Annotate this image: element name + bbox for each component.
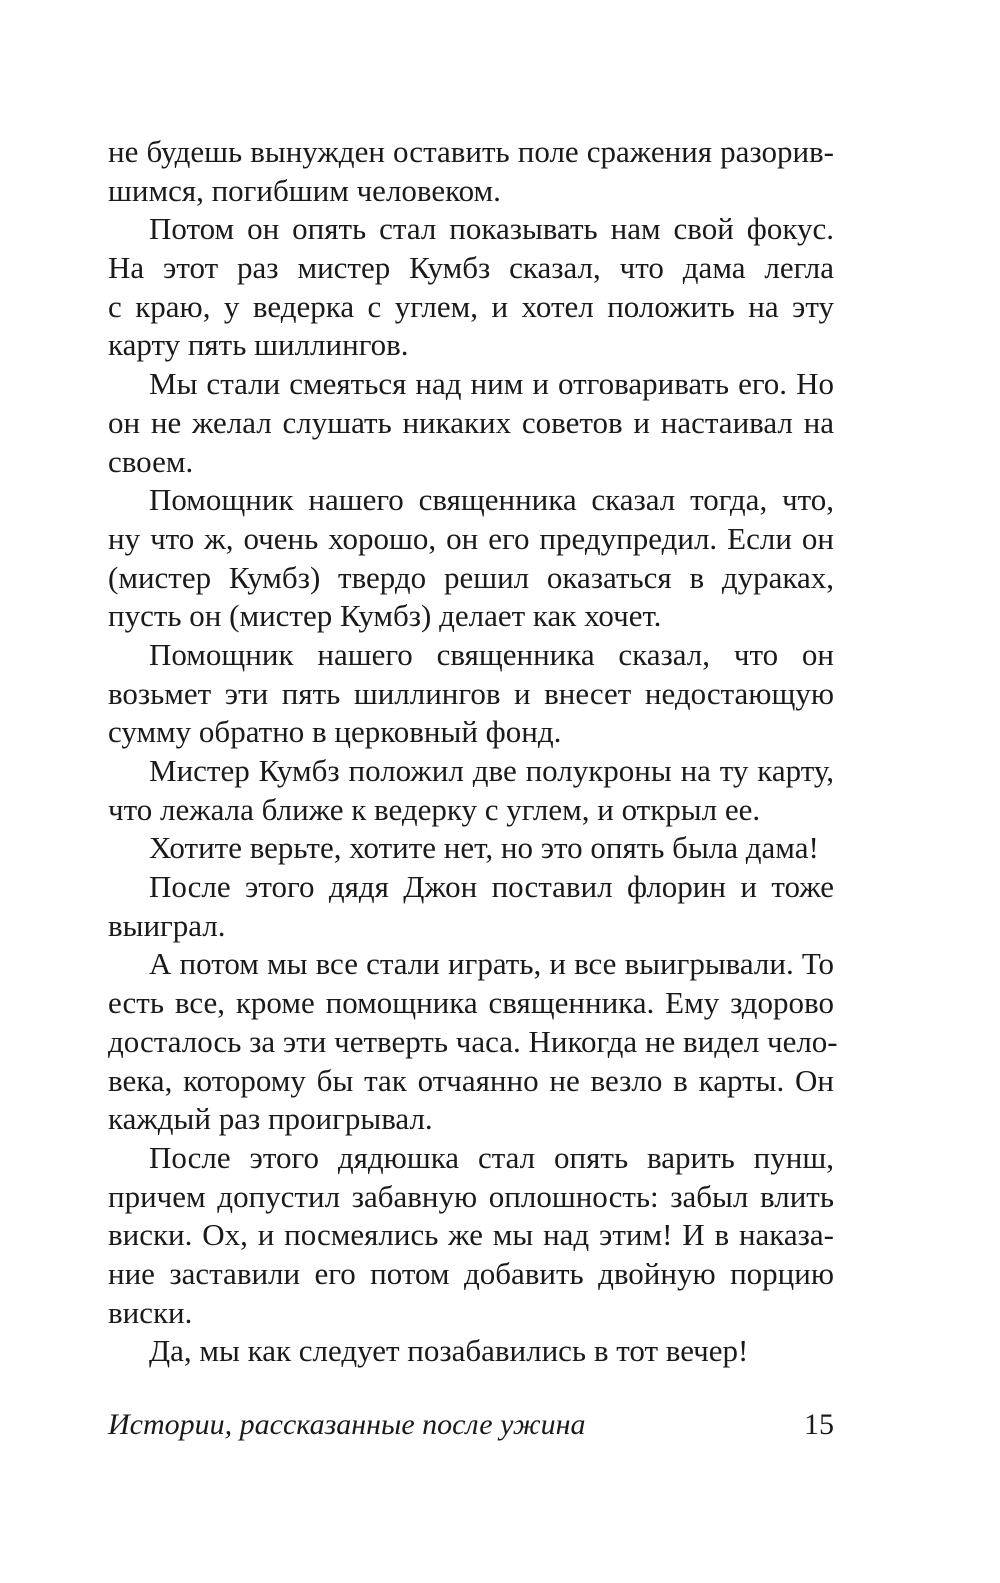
text-line: выиграл. [108, 907, 226, 943]
text-line: сумму обратно в церковный фонд. [108, 714, 562, 750]
running-title: Истории, рассказанные после ужина [108, 1408, 586, 1441]
text-line: он не желал слушать никаких советов и настаивал на [108, 404, 834, 440]
text-line: досталось за эти четверть часа. Никогда не видел чело- [108, 1023, 838, 1059]
text-line: карту пять шиллингов. [108, 327, 409, 363]
body-text [108, 133, 838, 1371]
text-line: Да, мы как следует позабавились в тот вечер! [149, 1333, 749, 1369]
text-line: виски. [108, 1294, 193, 1330]
text-line: Мистер Кумбз положил две полукроны на ту карту, [149, 753, 834, 788]
text-line: Мы стали смеяться над ним и отговаривать его. Но [149, 366, 834, 402]
text-line: На этот раз мистер Кумбз сказал, что дама легла [108, 250, 834, 286]
text-line: каждый раз проигрывал. [108, 1101, 433, 1137]
text-line: (мистер Кумбз) твердо решил оказаться в дураках, [108, 559, 834, 595]
text-line: что лежала ближе к ведерку с углем, и открыл ее. [108, 791, 761, 827]
text-line: шимся, погибшим человеком. [108, 172, 501, 208]
text-line: Помощник нашего священника сказал тогда, что, [149, 482, 834, 518]
text-line: После этого дядя Джон поставил флорин и тоже [149, 869, 834, 905]
text-line: возьмет эти пять шиллингов и внесет недостающую [108, 675, 834, 711]
text-line: Потом он опять стал показывать нам свой фокус. [149, 211, 834, 247]
text-line: своем. [108, 443, 194, 479]
page-number: 15 [804, 1408, 834, 1441]
text-line: Хотите верьте, хотите нет, но это опять была дама! [149, 830, 819, 866]
text-line: есть все, кроме помощника священника. Ему здорово [108, 985, 834, 1021]
text-line: виски. Ох, и посмеялись же мы над этим! И в наказа- [108, 1217, 834, 1253]
text-line: ние заставили его потом добавить двойную порцию [108, 1255, 834, 1291]
text-line: не будешь вынужден оставить поле сражения разорив- [108, 134, 834, 169]
text-line: ну что ж, очень хорошо, он его предупредил. Если он [108, 520, 834, 556]
text-line: После этого дядюшка стал опять варить пунш, [149, 1139, 834, 1175]
text-line: века, которому бы так отчаянно не везло в карты. Он [108, 1062, 834, 1098]
page-footer [108, 1405, 834, 1445]
text-line: Помощник нашего священника сказал, что он [149, 636, 834, 672]
text-line: А потом мы все стали играть, и все выигрывали. То [149, 946, 834, 982]
text-line: с краю, у ведерка с углем, и хотел положить на эту [108, 288, 834, 324]
text-line: пусть он (мистер Кумбз) делает как хочет. [108, 598, 662, 634]
text-line: причем допустил забавную оплошность: забыл влить [108, 1178, 834, 1214]
